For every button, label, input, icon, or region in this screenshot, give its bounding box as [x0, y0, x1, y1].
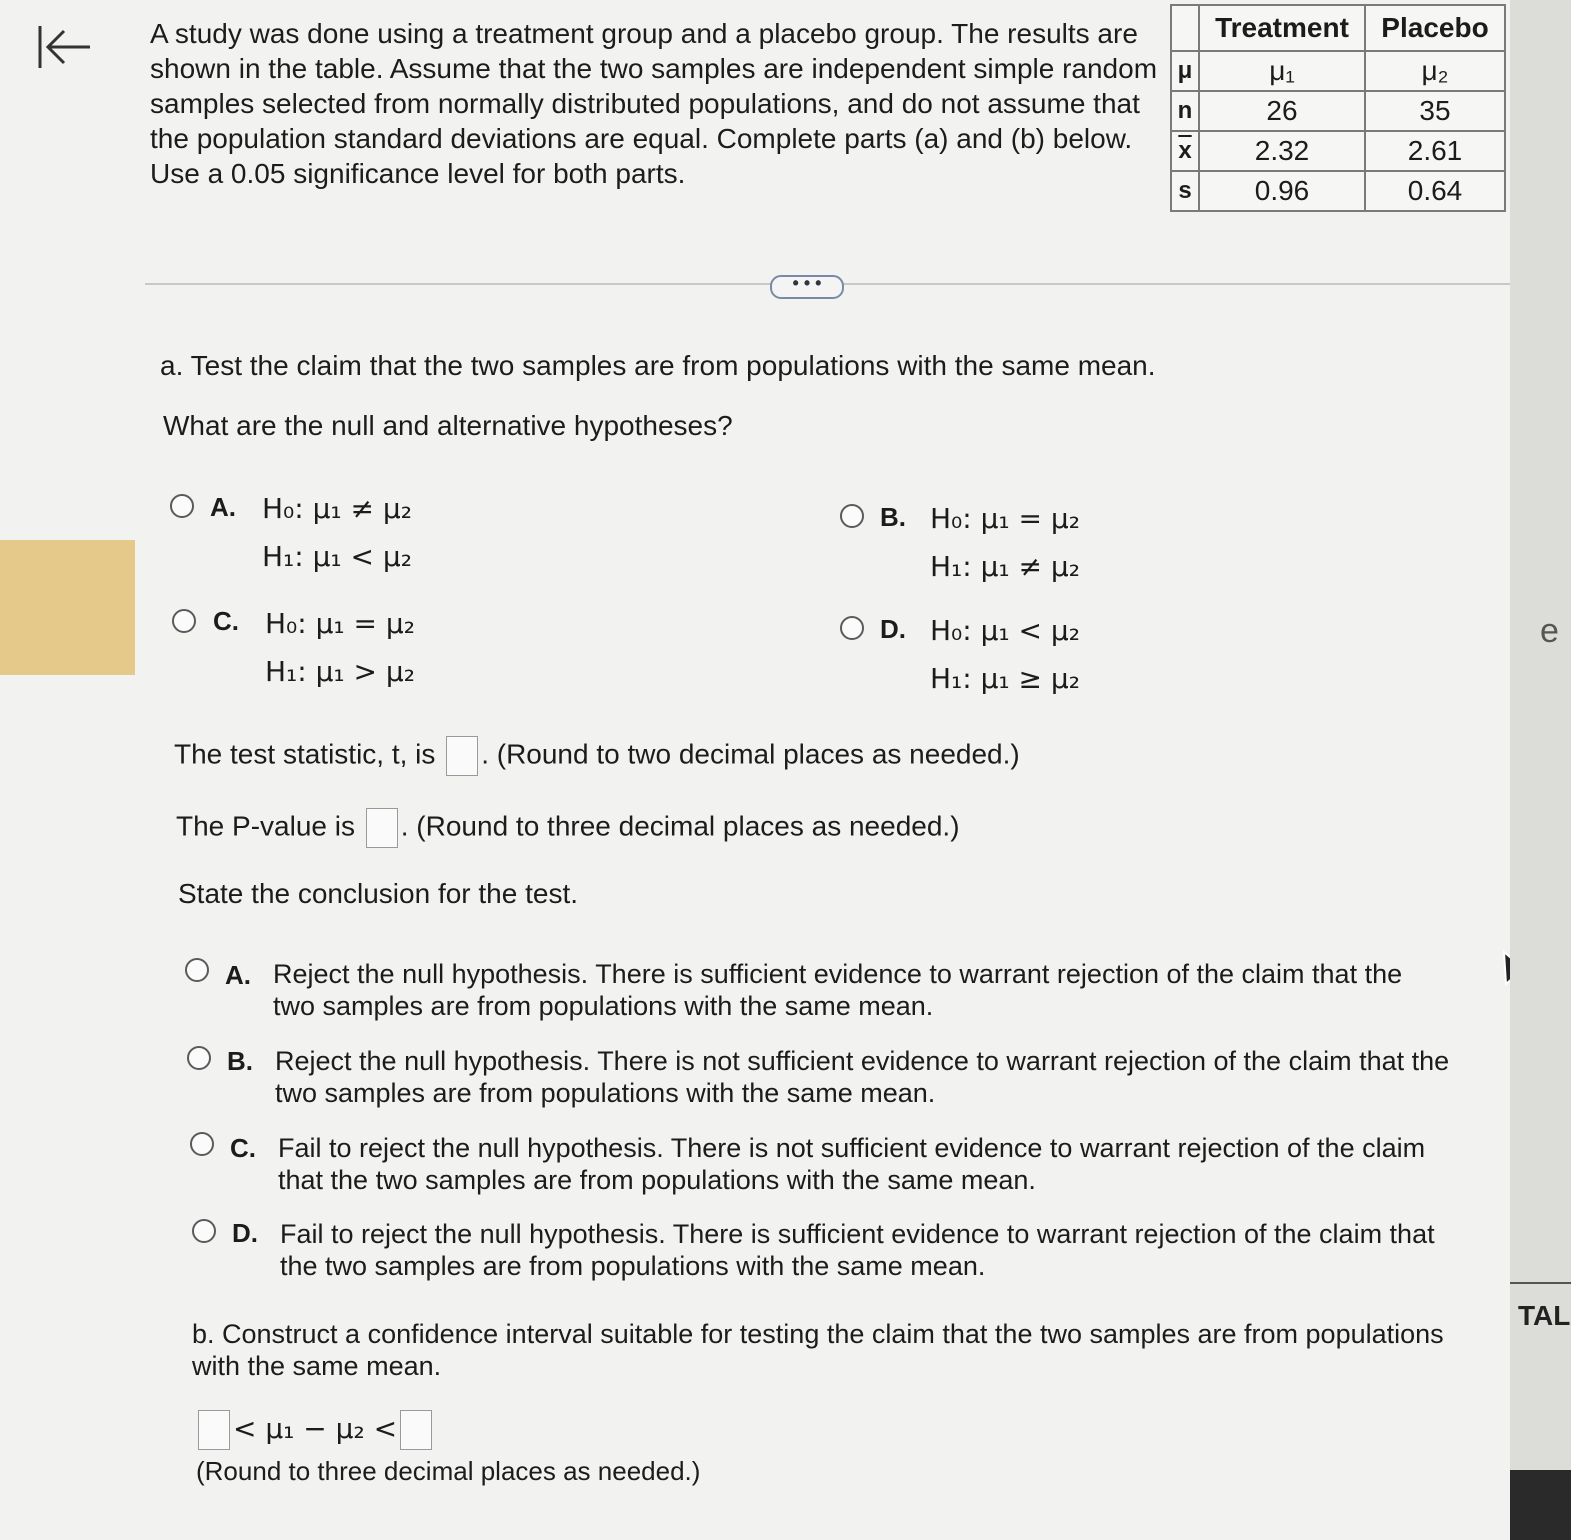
pvalue-input[interactable] [366, 808, 398, 848]
hyp-c-h1: H₁: μ₁ > μ₂ [265, 655, 415, 688]
conclusion-a-letter: A. [225, 960, 251, 990]
adjacent-window-edge [1510, 0, 1571, 1540]
conclusion-option-c[interactable]: Fail to reject the null hypothesis. There is not sufficient evidence to warrant rejection of the claim that the two samples are from populations with the same mean. [278, 1133, 1426, 1195]
table-header-row [1171, 5, 1505, 51]
hyp-option-d[interactable] [930, 607, 1080, 703]
conclusion-option-a[interactable]: Reject the null hypothesis. There is sufficient evidence to warrant rejection of the claim that the two samples are from populations with the same mean. [273, 959, 1403, 1021]
hyp-d-h0: H₀: μ₁ < μ₂ [930, 614, 1080, 647]
cell: 0.64 [1365, 171, 1505, 211]
cell: 35 [1365, 91, 1505, 131]
more-button[interactable]: • • • [770, 275, 844, 299]
hyp-a-h0: H₀: μ₁ ≠ μ₂ [262, 492, 412, 525]
hyp-b-h0: H₀: μ₁ = μ₂ [930, 502, 1080, 535]
hyp-option-a[interactable] [262, 485, 412, 581]
table-row [1171, 91, 1505, 131]
ci-middle-expression: < μ₁ − μ₂ < [233, 1412, 398, 1445]
conclusion-d-letter: D. [232, 1218, 258, 1248]
problem-intro: A study was done using a treatment group and a placebo group. The results are shown in the table. Assume that the two samples are independent simple random samples selected from normally distributed populations, and do not assume that the population standard deviations are equal. Complete parts (a) and (b) below. Use a 0.05 significance level for both parts. [150, 18, 1158, 189]
edge-letter: e [1540, 612, 1559, 650]
data-table [1170, 4, 1506, 212]
hyp-d-h1: H₁: μ₁ ≥ μ₂ [930, 662, 1080, 695]
conclusion-b-letter: B. [227, 1046, 253, 1076]
row-label-mu: μ [1171, 51, 1199, 91]
hyp-a-h1: H₁: μ₁ < μ₂ [262, 540, 412, 573]
pvalue-label: The P-value is [176, 810, 355, 842]
row-label-s: s [1171, 171, 1199, 211]
ci-rounding-note: (Round to three decimal places as needed.) [196, 1456, 701, 1486]
hyp-option-c-radio[interactable] [172, 609, 196, 633]
hyp-option-b-letter: B. [880, 502, 906, 532]
test-stat-label: The test statistic, t, is [174, 738, 436, 770]
hyp-option-c[interactable] [265, 600, 415, 696]
hyp-option-a-radio[interactable] [170, 494, 194, 518]
edge-dark-panel [1510, 1470, 1571, 1540]
edge-divider [1510, 1282, 1571, 1284]
conclusion-prompt: State the conclusion for the test. [178, 878, 579, 909]
confidence-interval-row [195, 1405, 435, 1453]
conclusion-c-radio[interactable] [190, 1132, 214, 1156]
table-header-placebo: Placebo [1365, 5, 1505, 51]
conclusion-option-d[interactable]: Fail to reject the null hypothesis. There is sufficient evidence to warrant rejection of the claim that the two samples are from populations with the same mean. [280, 1219, 1435, 1281]
hypotheses-question: What are the null and alternative hypotheses? [163, 410, 733, 441]
hyp-c-h0: H₀: μ₁ = μ₂ [265, 607, 415, 640]
cell: μ₁ [1199, 51, 1365, 91]
cell: 2.32 [1199, 131, 1365, 171]
test-stat-note: . (Round to two decimal places as needed.) [481, 738, 1020, 770]
cell: 2.61 [1365, 131, 1505, 171]
hyp-option-d-radio[interactable] [840, 616, 864, 640]
table-row [1171, 51, 1505, 91]
cell: 26 [1199, 91, 1365, 131]
hyp-option-b-radio[interactable] [840, 504, 864, 528]
table-corner [1171, 5, 1199, 51]
side-highlight [0, 540, 135, 675]
conclusion-c-letter: C. [230, 1133, 256, 1163]
pvalue-line [176, 808, 960, 848]
part-a-prompt: a. Test the claim that the two samples are from populations with the same mean. [160, 350, 1156, 381]
table-header-treatment: Treatment [1199, 5, 1365, 51]
hyp-option-b[interactable] [930, 495, 1080, 591]
table-row [1171, 131, 1505, 171]
pvalue-note: . (Round to three decimal places as needed.) [400, 810, 960, 842]
conclusion-option-b[interactable]: Reject the null hypothesis. There is not sufficient evidence to warrant rejection of the claim that the two samples are from populations with the same mean. [275, 1046, 1450, 1108]
conclusion-d-radio[interactable] [192, 1219, 216, 1243]
ci-upper-input[interactable] [400, 1410, 432, 1450]
edge-label: TAL [1518, 1300, 1571, 1331]
conclusion-b-radio[interactable] [187, 1046, 211, 1070]
row-label-n: n [1171, 91, 1199, 131]
part-b-prompt: b. Construct a confidence interval suitable for testing the claim that the two samples are from populations with the same mean. [192, 1319, 1444, 1381]
hyp-b-h1: H₁: μ₁ ≠ μ₂ [930, 550, 1080, 583]
row-label-xbar: $\overline{x}$ [1171, 131, 1199, 171]
hyp-option-c-letter: C. [213, 606, 239, 636]
test-statistic-input[interactable] [446, 736, 478, 776]
collapse-left-icon[interactable] [34, 22, 94, 72]
test-statistic-line [174, 736, 1020, 776]
cell: 0.96 [1199, 171, 1365, 211]
hyp-option-a-letter: A. [210, 492, 236, 522]
hyp-option-d-letter: D. [880, 614, 906, 644]
cell: μ₂ [1365, 51, 1505, 91]
table-row [1171, 171, 1505, 211]
conclusion-a-radio[interactable] [185, 958, 209, 982]
ci-lower-input[interactable] [198, 1410, 230, 1450]
